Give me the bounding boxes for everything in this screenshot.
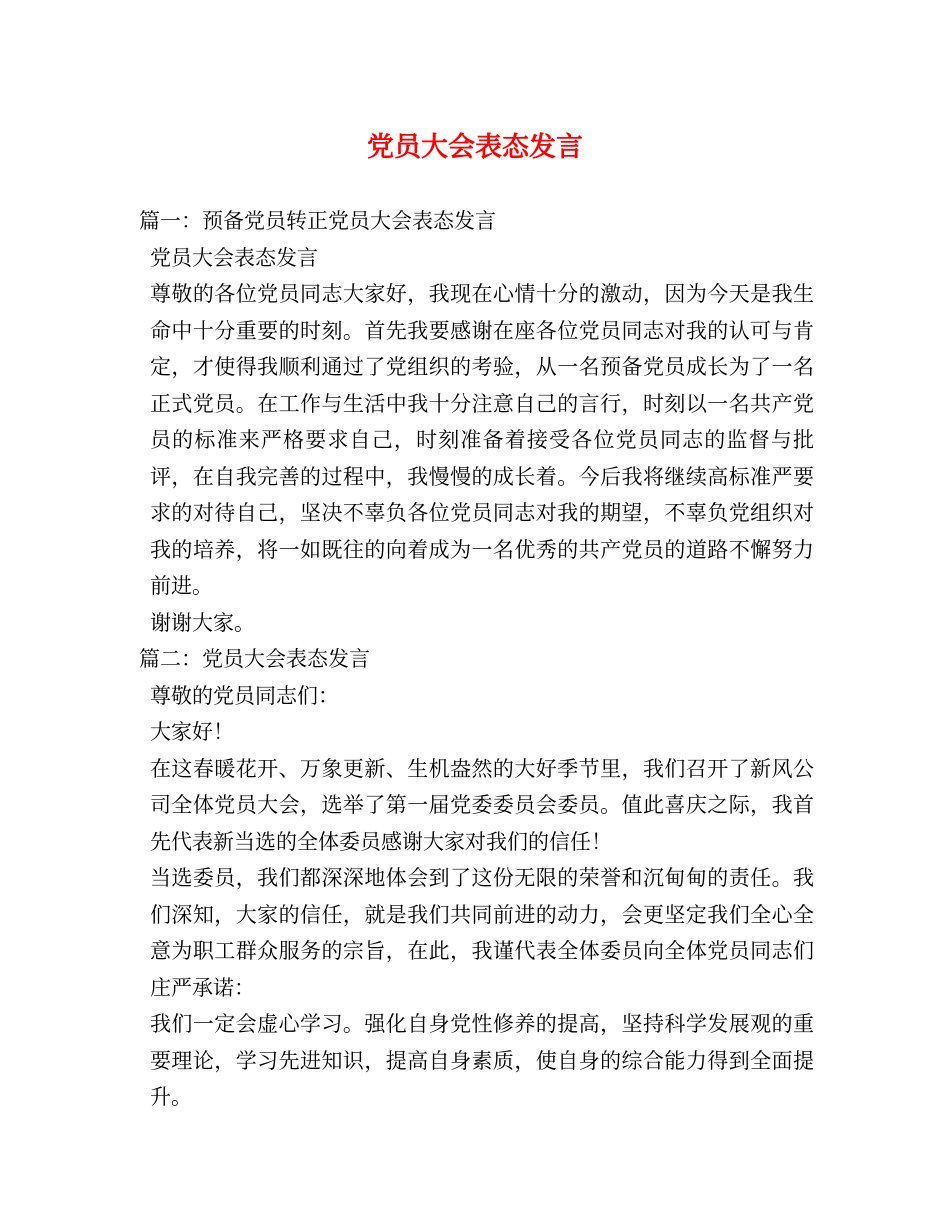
section1-subheading: 党员大会表态发言 — [150, 245, 318, 270]
section2-greeting: 大家好！ — [150, 720, 234, 744]
document-body — [139, 203, 814, 1116]
section2-heading: 篇二：党员大会表态发言 — [139, 647, 370, 671]
section1-paragraph-1: 尊敬的各位党员同志大家好，我现在心情十分的激动，因为今天是我生命中十分重要的时刻。首先我要感谢在座各位党员同志对我的认可与肯定，才使得我顺利通过了党组织的考验，从一名预备党员成长为了一名正式党员。在工作与生活中我十分注意自己的言行，时刻以一名共产党员的标准来严格要求自己，时刻准备着接受各位党员同志的监督与批评，在自我完善的过程中，我慢慢的成长着。今后我将继续高标准严要求的对待自己，坚决不辜负各位党员同志对我的期望，不辜负党组织对我的培养，将一如既往的向着成为一名优秀的共产党员的道路不懈努力前进。 — [150, 282, 814, 598]
section2-paragraph-1: 在这春暖花开、万象更新、生机盎然的大好季节里，我们召开了新风公司全体党员大会，选举了第一届党委委员会委员。值此喜庆之际，我首先代表新当选的全体委员感谢大家对我们的信任！ — [150, 756, 814, 854]
section1-heading: 篇一：预备党员转正党员大会表态发言 — [139, 209, 496, 233]
document-title: 党员大会表态发言 — [367, 132, 583, 163]
section2-salutation: 尊敬的党员同志们： — [150, 683, 339, 708]
section2-paragraph-3: 我们一定会虚心学习。强化自身党性修养的提高，坚持科学发展观的重要理论，学习先进知识，提高自身素质，使自身的综合能力得到全面提升。 — [150, 1012, 814, 1109]
section1-closing: 谢谢大家。 — [150, 610, 255, 635]
section2-paragraph-2: 当选委员，我们都深深地体会到了这份无限的荣誉和沉甸甸的责任。我们深知，大家的信任，就是我们共同前进的动力，会更坚定我们全心全意为职工群众服务的宗旨，在此，我谨代表全体委员向全体党员同志们庄严承诺： — [150, 866, 814, 1000]
